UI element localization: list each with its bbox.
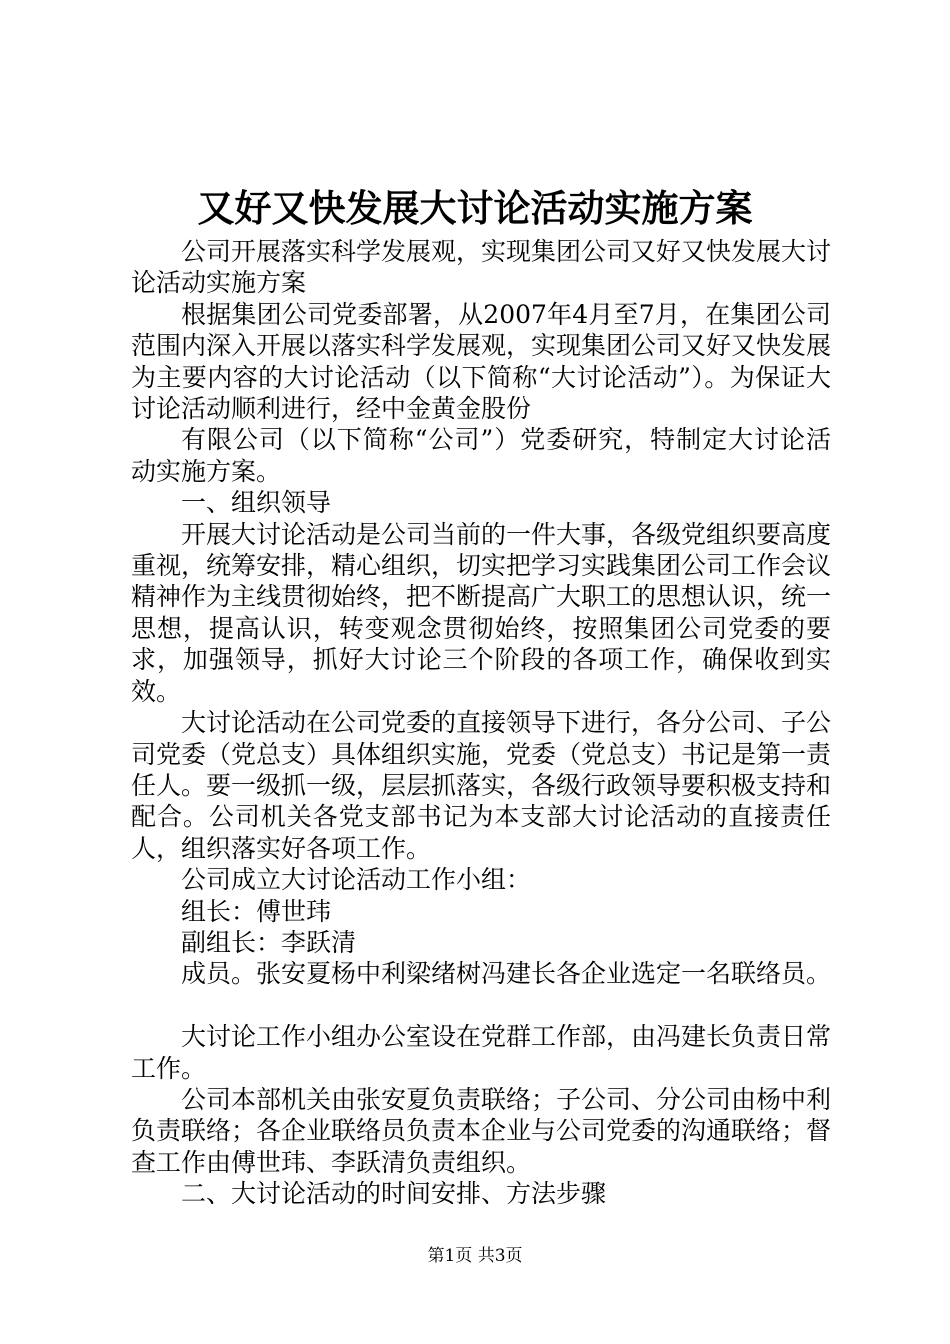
paragraph-office: 大讨论工作小组办公室设在党群工作部，由冯建长负责日常工作。 bbox=[131, 1022, 832, 1083]
paragraph-subtitle: 公司开展落实科学发展观，实现集团公司又好又快发展大讨论活动实施方案 bbox=[131, 237, 832, 298]
paragraph-intro: 根据集团公司党委部署，从2007年4月至7月，在集团公司范围内深入开展以落实科学发展观，实现集团公司又好又快发展为主要内容的大讨论活动（以下简称“大讨论活动”）。为保证大讨论活动顺利进行，经中金黄金股份 bbox=[131, 299, 832, 424]
group-leader-line: 组长：傅世玮 bbox=[181, 896, 332, 926]
paragraph-working-group: 公司成立大讨论活动工作小组： bbox=[181, 865, 532, 895]
section-heading-1: 一、组织领导 bbox=[181, 488, 332, 518]
paragraph-responsibility: 大讨论活动在公司党委的直接领导下进行，各分公司、子公司党委（党总支）具体组织实施，党委（党总支）书记是第一责任人。要一级抓一级，层层抓落实，各级行政领导要积极支持和配合。公司机关各党支部书记为本支部大讨论活动的直接责任人，组织落实好各项工作。 bbox=[131, 708, 832, 863]
document-body bbox=[131, 236, 831, 1210]
section-heading-2: 二、大讨论活动的时间安排、方法步骤 bbox=[181, 1179, 607, 1209]
members-line: 成员。张安夏杨中利梁绪树冯建长各企业选定一名联络员。 bbox=[181, 959, 832, 989]
paragraph-intro-continued: 有限公司（以下简称“公司”）党委研究，特制定大讨论活动实施方案。 bbox=[131, 425, 831, 486]
paragraph-leadership: 开展大讨论活动是公司当前的一件大事，各级党组织要高度重视，统筹安排，精心组织，切实把学习实践集团公司工作会议精神作为主线贯彻始终，把不断提高广大职工的思想认识，统一思想，提高认识，转变观念贯彻始终，按照集团公司党委的要求，加强领导，抓好大讨论三个阶段的各项工作，确保收到实效。 bbox=[131, 519, 832, 706]
paragraph-liaison: 公司本部机关由张安夏负责联络；子公司、分公司由杨中利负责联络；各企业联络员负责本企业与公司党委的沟通联络；督查工作由傅世玮、李跃清负责组织。 bbox=[131, 1084, 832, 1177]
document-title: 又好又快发展大讨论活动实施方案 bbox=[197, 186, 753, 230]
page-footer: 第1页 共3页 bbox=[427, 1246, 523, 1266]
deputy-leader-line: 副组长：李跃清 bbox=[181, 927, 357, 957]
